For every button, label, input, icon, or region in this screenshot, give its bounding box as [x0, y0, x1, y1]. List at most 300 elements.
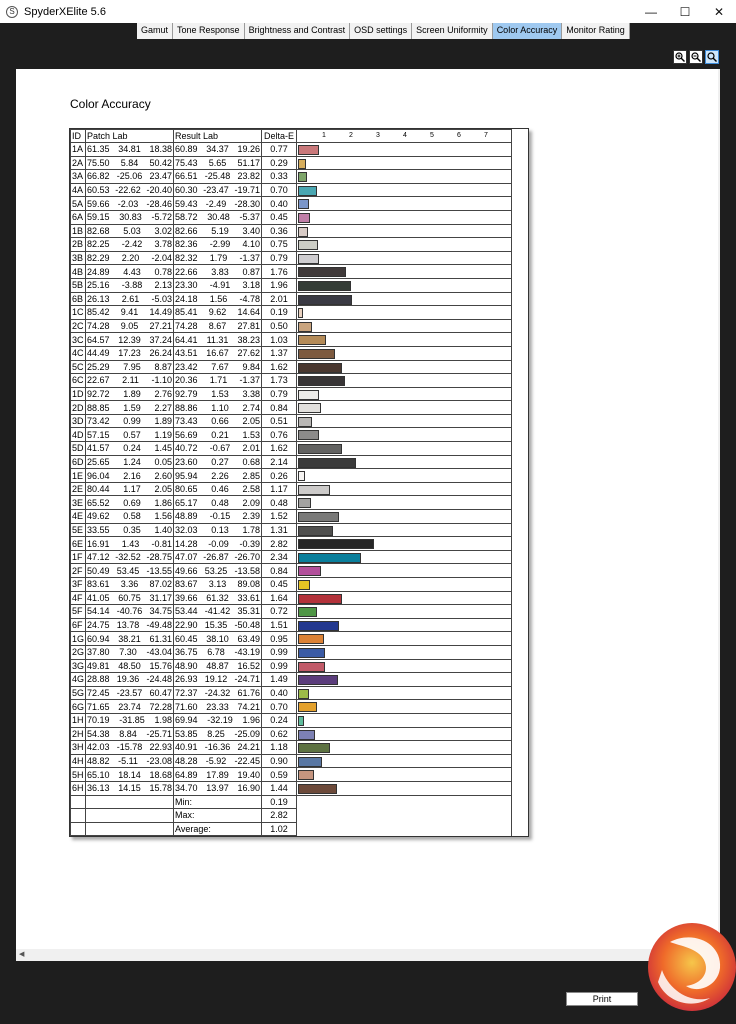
result-lab-value: 2.05	[242, 416, 261, 427]
patch-lab-value: 9.05	[120, 321, 139, 332]
patch-lab	[86, 673, 174, 687]
tab-color-accuracy[interactable]: Color Accuracy	[493, 23, 563, 39]
delta-e-value: 0.90	[262, 754, 297, 768]
patch-id: 1E	[71, 469, 86, 483]
result-lab-value: 2.58	[242, 484, 261, 495]
patch-lab-value: 2.76	[154, 388, 173, 399]
patch-lab-value: -5.11	[118, 756, 138, 767]
patch-id: 3D	[72, 416, 84, 427]
result-lab-value: 1.78	[242, 524, 261, 535]
patch-lab-value: 66.82	[87, 171, 110, 182]
result-lab-value: 48.87	[206, 660, 229, 671]
delta-e-bar	[298, 634, 324, 644]
patch-id: 1G	[72, 633, 85, 644]
patch-lab-value: 64.57	[87, 334, 110, 345]
patch-lab-value: 1.19	[154, 429, 173, 440]
delta-e-bar-cell	[297, 578, 512, 592]
patch-lab	[86, 143, 174, 157]
result-lab	[174, 686, 262, 700]
result-lab-value: -28.30	[234, 198, 260, 209]
patch-lab	[86, 197, 174, 211]
result-lab	[174, 564, 262, 578]
result-lab-value: 85.41	[175, 307, 198, 318]
result-lab-value: 63.49	[237, 633, 261, 644]
scale-tick-label: 4	[403, 132, 407, 139]
summary-bar-cell	[297, 809, 512, 823]
patch-lab	[86, 170, 174, 184]
patch-lab-value: 14.15	[118, 783, 141, 794]
patch-lab-value: -43.04	[146, 647, 173, 658]
delta-e-bar-cell	[297, 224, 512, 238]
minimize-button[interactable]: —	[645, 4, 657, 19]
patch-lab-value: -28.75	[146, 552, 173, 563]
delta-e-bar	[298, 730, 315, 740]
summary-row	[71, 795, 512, 809]
patch-lab-value: 18.14	[118, 769, 141, 780]
result-lab-value: 65.17	[175, 497, 198, 508]
delta-e-bar	[298, 485, 330, 495]
delta-e-bar	[298, 539, 374, 549]
patch-lab-value: 24.75	[87, 620, 110, 631]
result-lab-value: -41.42	[204, 606, 231, 617]
table-row	[71, 183, 512, 197]
window-title: SpyderXElite 5.6	[24, 5, 106, 18]
patch-id: 2D	[72, 402, 84, 413]
patch-lab-value: 2.61	[121, 293, 140, 304]
result-lab	[174, 333, 262, 347]
patch-lab-value: -23.57	[116, 688, 143, 699]
delta-e-value: 0.36	[262, 224, 297, 238]
patch-lab	[86, 428, 174, 442]
patch-lab	[86, 496, 174, 510]
patch-lab-value: 96.04	[87, 470, 110, 481]
patch-lab-value: 82.25	[87, 239, 110, 250]
result-lab	[174, 578, 262, 592]
patch-lab-value: 50.49	[87, 565, 110, 576]
patch-lab-value: -24.48	[146, 674, 173, 685]
tab-tone-response[interactable]: Tone Response	[173, 23, 245, 39]
delta-e-bar-cell	[297, 170, 512, 184]
delta-e-bar-cell	[297, 496, 512, 510]
patch-lab	[86, 360, 174, 374]
zoom-in-icon[interactable]	[673, 50, 687, 64]
result-lab-value: 2.09	[242, 497, 261, 508]
result-lab-value: 56.69	[175, 429, 198, 440]
result-lab-value: 2.85	[242, 470, 261, 481]
table-row	[71, 550, 512, 564]
result-lab-value: 39.66	[175, 592, 198, 603]
result-lab-value: 8.25	[207, 728, 225, 739]
patch-lab-value: 0.69	[123, 497, 141, 508]
result-lab	[174, 713, 262, 727]
patch-id: 3H	[72, 742, 84, 753]
patch-lab-value: -5.03	[151, 293, 172, 304]
patch-lab-value: 22.93	[149, 742, 173, 753]
result-lab-value: 82.32	[175, 253, 198, 264]
result-lab-value: 1.56	[209, 293, 228, 304]
result-lab	[174, 414, 262, 428]
patch-lab-value: 3.02	[154, 225, 173, 236]
result-lab	[174, 700, 262, 714]
table-row	[71, 686, 512, 700]
patch-id: 5F	[71, 605, 86, 619]
result-lab-value: 2.26	[211, 470, 229, 481]
table-row	[71, 659, 512, 673]
patch-lab-value: 0.78	[154, 266, 173, 277]
delta-e-bar	[298, 716, 304, 726]
delta-e-bar-cell	[297, 387, 512, 401]
delta-e-bar-cell	[297, 319, 512, 333]
result-lab-value: 34.37	[206, 144, 229, 155]
patch-lab-value: 18.68	[149, 769, 173, 780]
patch-id: 1B	[71, 224, 86, 238]
patch-lab	[86, 374, 174, 388]
delta-e-value: 0.45	[262, 210, 297, 224]
patch-lab-value: 72.28	[149, 701, 173, 712]
delta-e-value: 0.62	[262, 727, 297, 741]
table-row	[71, 713, 512, 727]
result-lab	[174, 143, 262, 157]
patch-lab	[86, 537, 174, 551]
delta-e-bar-cell	[297, 632, 512, 646]
result-lab	[174, 523, 262, 537]
table-row	[71, 768, 512, 782]
patch-lab	[86, 618, 174, 632]
patch-id: 3G	[72, 660, 85, 671]
patch-id: 4H	[72, 756, 84, 767]
delta-e-value: 1.17	[262, 482, 297, 496]
delta-e-value: 0.19	[262, 306, 297, 320]
result-lab-value: 60.89	[175, 144, 198, 155]
patch-lab-value: 26.24	[149, 348, 173, 359]
delta-e-bar	[298, 689, 309, 699]
result-lab-value: 0.87	[242, 266, 261, 277]
result-lab	[174, 238, 262, 252]
delta-e-value: 1.49	[262, 673, 297, 687]
zoom-fit-icon[interactable]	[705, 50, 719, 64]
summary-bar-cell	[297, 822, 512, 836]
result-lab-value: 13.97	[206, 783, 229, 794]
delta-e-bar	[298, 172, 307, 182]
patch-lab-value: 65.10	[87, 769, 110, 780]
delta-e-bar	[298, 335, 326, 345]
patch-lab	[86, 319, 174, 333]
patch-lab-value: 31.17	[149, 592, 173, 603]
table-row	[71, 265, 512, 279]
delta-e-bar	[298, 186, 317, 196]
summary-bar-cell	[297, 795, 512, 809]
header-patch: Patch Lab	[86, 130, 174, 143]
delta-e-bar-cell	[297, 591, 512, 605]
scale-tick-label: 7	[484, 132, 488, 139]
tab-osd-settings[interactable]: OSD settings	[350, 23, 412, 39]
result-lab-value: -26.70	[234, 552, 261, 563]
patch-lab-value: 18.38	[149, 144, 173, 155]
result-lab-value: 27.62	[237, 348, 261, 359]
table-row	[71, 143, 512, 157]
result-lab-value: 23.33	[206, 701, 229, 712]
delta-e-bar	[298, 770, 314, 780]
tab-screen-uniformity[interactable]: Screen Uniformity	[412, 23, 493, 39]
patch-lab-value: 92.72	[87, 388, 110, 399]
summary-label: Min:	[174, 795, 262, 809]
delta-e-bar	[298, 580, 310, 590]
table-row	[71, 632, 512, 646]
patch-lab-value: 2.16	[123, 470, 141, 481]
result-lab	[174, 618, 262, 632]
patch-lab	[86, 401, 174, 415]
delta-e-bar	[298, 607, 317, 617]
delta-e-bar	[298, 743, 330, 753]
result-lab	[174, 387, 262, 401]
result-lab-value: 92.79	[175, 388, 198, 399]
delta-e-value: 0.70	[262, 700, 297, 714]
result-lab-value: 64.41	[175, 334, 198, 345]
delta-e-bar	[298, 349, 335, 359]
result-lab-value: 30.48	[207, 212, 230, 223]
delta-e-bar-cell	[297, 741, 512, 755]
result-lab-value: 4.10	[242, 239, 260, 250]
patch-lab-value: 3.36	[120, 579, 139, 590]
tab-brightness-and-contrast[interactable]: Brightness and Contrast	[245, 23, 351, 39]
result-lab	[174, 727, 262, 741]
delta-e-value: 0.45	[262, 578, 297, 592]
delta-e-bar-cell	[297, 618, 512, 632]
tab-monitor-rating[interactable]: Monitor Rating	[562, 23, 630, 39]
delta-e-bar-cell	[297, 768, 512, 782]
result-lab	[174, 455, 262, 469]
result-lab	[174, 469, 262, 483]
table-row	[71, 673, 512, 687]
delta-e-bar	[298, 254, 319, 264]
zoom-out-icon[interactable]	[689, 50, 703, 64]
patch-lab-value: 48.82	[87, 756, 110, 767]
patch-lab	[86, 333, 174, 347]
patch-lab	[86, 278, 174, 292]
result-lab-value: 17.89	[206, 769, 229, 780]
patch-lab-value: 34.81	[118, 144, 141, 155]
patch-lab-value: 54.38	[87, 728, 110, 739]
patch-id: 1A	[71, 143, 86, 157]
patch-lab	[86, 238, 174, 252]
result-lab-value: 38.23	[237, 334, 260, 345]
result-lab-value: 0.48	[211, 497, 229, 508]
delta-e-bar	[298, 213, 310, 223]
patch-lab	[86, 210, 174, 224]
delta-e-bar	[298, 145, 319, 155]
result-lab-value: 0.27	[211, 456, 229, 467]
delta-e-bar	[298, 159, 306, 169]
result-lab-value: 83.67	[175, 579, 198, 590]
patch-lab	[86, 265, 174, 279]
result-lab	[174, 645, 262, 659]
result-lab-value: -24.32	[204, 688, 231, 699]
result-lab-value: 23.82	[237, 171, 261, 182]
result-lab-value: 19.26	[237, 144, 261, 155]
result-lab-value: 73.43	[175, 416, 198, 427]
result-lab	[174, 496, 262, 510]
patch-lab-value: 73.42	[87, 416, 110, 427]
delta-e-bar	[298, 430, 319, 440]
result-lab-value: 0.68	[242, 456, 261, 467]
patch-lab-value: 44.49	[87, 348, 110, 359]
delta-e-value: 2.34	[262, 550, 297, 564]
table-row	[71, 741, 512, 755]
delta-e-bar-cell	[297, 550, 512, 564]
patch-lab-value: -13.55	[146, 565, 173, 576]
result-lab-value: -16.36	[204, 742, 231, 753]
delta-e-bar-cell	[297, 414, 512, 428]
delta-e-value: 0.50	[262, 319, 297, 333]
delta-e-value: 0.79	[262, 251, 297, 265]
result-lab-value: 58.72	[175, 212, 198, 223]
result-lab-value: 38.10	[206, 633, 229, 644]
summary-value: 2.82	[262, 809, 297, 823]
delta-e-bar-cell	[297, 428, 512, 442]
patch-id: 3F	[71, 578, 86, 592]
patch-lab-value: 0.99	[123, 416, 141, 427]
result-lab-value: 48.89	[175, 511, 198, 522]
table-row	[71, 251, 512, 265]
table-row	[71, 700, 512, 714]
delta-e-bar-cell	[297, 333, 512, 347]
patch-lab-value: 61.31	[149, 633, 173, 644]
result-lab-value: 5.65	[208, 157, 227, 168]
delta-e-bar-cell	[297, 673, 512, 687]
summary-blank	[71, 795, 86, 809]
patch-id: 6B	[71, 292, 86, 306]
result-lab-value: 82.66	[175, 225, 198, 236]
patch-lab-value: 47.12	[87, 552, 110, 563]
patch-lab-value: 1.43	[121, 538, 140, 549]
result-lab-value: 1.71	[209, 375, 228, 386]
delta-e-value: 0.95	[262, 632, 297, 646]
patch-lab-value: 2.11	[122, 375, 139, 386]
delta-e-bar	[298, 281, 351, 291]
result-lab-value: 1.53	[242, 429, 261, 440]
patch-lab	[86, 251, 174, 265]
close-button[interactable]: ✕	[713, 4, 725, 19]
patch-lab-value: 0.35	[123, 524, 141, 535]
summary-blank	[71, 822, 86, 836]
result-lab-value: 0.21	[211, 429, 229, 440]
patch-lab-value: 71.65	[87, 701, 110, 712]
result-lab	[174, 278, 262, 292]
patch-lab-value: 0.24	[123, 443, 141, 454]
result-lab-value: 20.36	[175, 375, 198, 386]
result-lab-value: -5.37	[239, 212, 260, 223]
report-page	[16, 69, 718, 949]
color-accuracy-table	[69, 128, 529, 837]
result-lab-value: 53.25	[204, 565, 228, 576]
result-lab-value: 72.37	[175, 688, 198, 699]
patch-lab-value: 54.14	[87, 606, 110, 617]
app-logo-icon: S	[6, 6, 18, 18]
result-lab-value: 16.67	[206, 348, 229, 359]
patch-lab-value: 23.47	[149, 171, 173, 182]
delta-e-bar-cell	[297, 686, 512, 700]
scroll-left-icon[interactable]: ◀	[19, 951, 25, 958]
patch-lab-value: 22.67	[87, 375, 110, 386]
delta-e-value: 1.76	[262, 265, 297, 279]
delta-e-bar-cell	[297, 754, 512, 768]
delta-e-bar	[298, 240, 318, 250]
result-lab-value: 3.38	[242, 388, 261, 399]
result-lab-value: 11.31	[206, 334, 229, 345]
patch-lab-value: 9.41	[120, 307, 139, 318]
table-row	[71, 319, 512, 333]
patch-lab	[86, 605, 174, 619]
patch-lab-value: 38.21	[118, 633, 141, 644]
maximize-button[interactable]: ☐	[679, 4, 691, 19]
patch-id: 5A	[71, 197, 86, 211]
result-lab	[174, 537, 262, 551]
result-lab	[174, 374, 262, 388]
patch-lab	[86, 156, 174, 170]
result-lab-value: 2.39	[242, 511, 260, 522]
delta-e-bar	[298, 403, 321, 413]
result-lab-value: -0.39	[239, 538, 261, 549]
tab-gamut[interactable]: Gamut	[137, 23, 173, 39]
delta-e-value: 0.99	[262, 659, 297, 673]
result-lab-value: 48.28	[175, 756, 198, 767]
delta-e-bar	[298, 498, 311, 508]
patch-id: 4C	[72, 348, 84, 359]
patch-id: 6A	[71, 210, 86, 224]
delta-e-value: 0.40	[262, 686, 297, 700]
patch-id: 4G	[72, 674, 85, 685]
patch-lab	[86, 306, 174, 320]
patch-id: 3B	[71, 251, 86, 265]
table-row	[71, 482, 512, 496]
patch-lab-value: 70.19	[87, 715, 110, 726]
report-viewport[interactable]	[16, 69, 720, 961]
patch-lab-value: 1.40	[154, 524, 173, 535]
patch-id: 2H	[72, 728, 84, 739]
print-button[interactable]: Print	[566, 992, 638, 1006]
patch-lab-value: 2.60	[154, 470, 173, 481]
delta-e-bar	[298, 757, 322, 767]
result-lab-value: 2.74	[242, 402, 261, 413]
delta-e-bar-cell	[297, 523, 512, 537]
result-lab-value: -5.92	[205, 756, 227, 767]
report-tabs	[137, 23, 630, 39]
result-lab-value: 40.91	[175, 742, 198, 753]
patch-lab-value: -40.76	[116, 606, 143, 617]
result-lab	[174, 306, 262, 320]
result-lab	[174, 319, 262, 333]
patch-lab-value: 1.86	[154, 497, 173, 508]
patch-lab	[86, 591, 174, 605]
patch-lab-value: 75.50	[87, 157, 110, 168]
patch-id: 2E	[71, 482, 86, 496]
delta-e-value: 2.82	[262, 537, 297, 551]
patch-lab-value: 7.95	[123, 361, 141, 372]
patch-lab	[86, 632, 174, 646]
patch-id: 2F	[71, 564, 86, 578]
result-lab-value: 47.07	[175, 552, 198, 563]
patch-lab-value: 72.45	[87, 688, 110, 699]
result-lab	[174, 659, 262, 673]
horizontal-scrollbar[interactable]	[16, 949, 720, 961]
patch-lab-value: 57.15	[87, 429, 110, 440]
delta-e-bar-cell	[297, 183, 512, 197]
patch-lab-value: -5.72	[151, 212, 172, 223]
result-lab-value: 19.12	[204, 674, 228, 685]
table-row	[71, 618, 512, 632]
delta-e-bar-cell	[297, 265, 512, 279]
result-lab-value: 16.90	[237, 783, 261, 794]
